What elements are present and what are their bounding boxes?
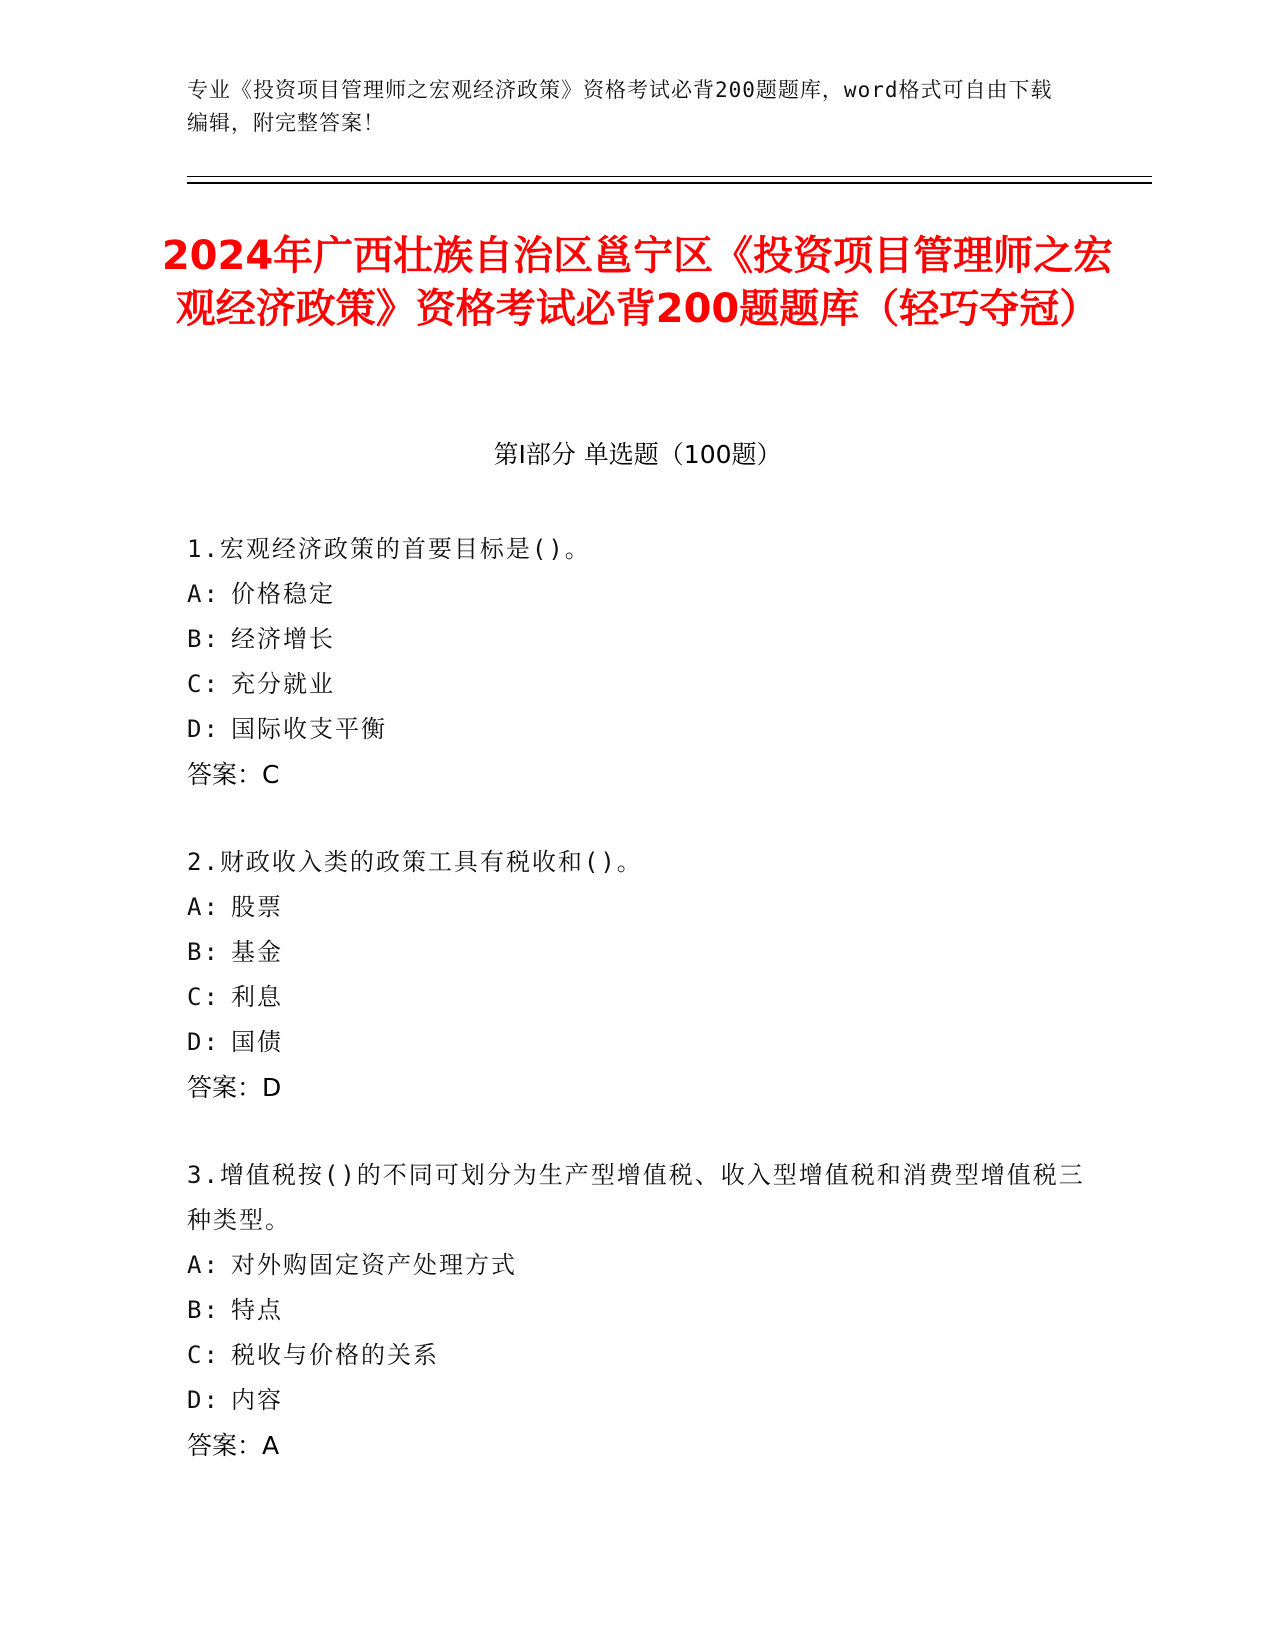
option-b — [187, 930, 1087, 975]
option-c — [187, 662, 1087, 707]
question-stem: 1.宏观经济政策的首要目标是()。 — [187, 535, 591, 563]
option-d — [187, 1378, 1087, 1423]
option-a — [187, 885, 1087, 930]
option-text: 税收与价格的关系 — [231, 1341, 439, 1369]
option-text: 国债 — [231, 1028, 283, 1056]
question-item — [187, 1153, 1087, 1468]
answer-label: 答案： — [187, 760, 263, 789]
option-letter: B: — [187, 625, 220, 653]
option-letter: B: — [187, 938, 220, 966]
option-text: 经济增长 — [231, 625, 335, 653]
question-list — [187, 527, 1087, 1511]
header-note: 专业《投资项目管理师之宏观经济政策》资格考试必背200题题库，word格式可自由下载编辑，附完整答案！ — [187, 78, 1053, 135]
option-letter: B: — [187, 1296, 220, 1324]
answer-value: A — [262, 1431, 280, 1460]
option-text: 股票 — [231, 893, 283, 921]
option-b — [187, 1288, 1087, 1333]
answer-value: C — [262, 760, 280, 789]
answer-label: 答案： — [187, 1431, 263, 1460]
option-letter: A: — [187, 1251, 220, 1279]
option-letter: D: — [187, 1386, 220, 1414]
answer-line — [187, 1065, 1087, 1110]
answer-line — [187, 1423, 1087, 1468]
option-text: 价格稳定 — [231, 580, 335, 608]
option-b — [187, 617, 1087, 662]
question-stem: 2.财政收入类的政策工具有税收和()。 — [187, 848, 643, 876]
option-letter: A: — [187, 893, 220, 921]
question-item — [187, 840, 1087, 1110]
option-letter: D: — [187, 715, 220, 743]
document-title: 2024年广西壮族自治区邕宁区《投资项目管理师之宏观经济政策》资格考试必背200题题库（轻巧夺冠） — [161, 233, 1114, 332]
option-c — [187, 1333, 1087, 1378]
option-letter: A: — [187, 580, 220, 608]
header-divider-bottom — [187, 182, 1152, 184]
header-divider-top — [187, 176, 1152, 177]
option-text: 对外购固定资产处理方式 — [231, 1251, 517, 1279]
question-stem: 3.增值税按()的不同可划分为生产型增值税、收入型增值税和消费型增值税三种类型。 — [187, 1161, 1085, 1234]
option-c — [187, 975, 1087, 1020]
option-text: 国际收支平衡 — [231, 715, 387, 743]
option-text: 内容 — [231, 1386, 283, 1414]
option-d — [187, 707, 1087, 752]
option-a — [187, 572, 1087, 617]
option-a — [187, 1243, 1087, 1288]
section-heading: 第Ⅰ部分 单选题（100题） — [493, 440, 782, 469]
answer-value: D — [262, 1073, 282, 1102]
option-letter: C: — [187, 670, 220, 698]
option-text: 充分就业 — [231, 670, 335, 698]
option-letter: C: — [187, 1341, 220, 1369]
option-d — [187, 1020, 1087, 1065]
answer-label: 答案： — [187, 1073, 263, 1102]
option-text: 特点 — [231, 1296, 283, 1324]
option-letter: C: — [187, 983, 220, 1011]
question-item — [187, 527, 1087, 797]
option-text: 利息 — [231, 983, 283, 1011]
option-text: 基金 — [231, 938, 283, 966]
answer-line — [187, 752, 1087, 797]
option-letter: D: — [187, 1028, 220, 1056]
